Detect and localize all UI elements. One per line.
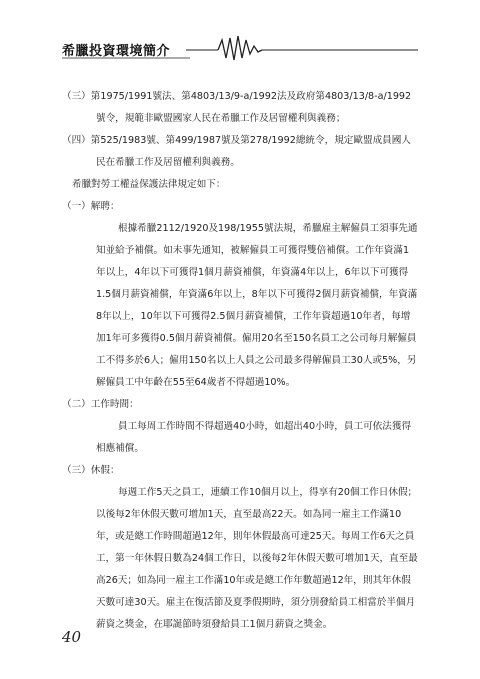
intro-line: 希臘對勞工權益保護法律規定如下：: [72, 179, 226, 190]
section-1-text: 根據希臘2112/1920及198/1955號法規，希臘雇主解僱員工須事先通知並給予補償。如未事先通知，被解僱員工可獲得雙倍補償。工作年資滿1年以上，4年以下可獲得1個月薪資補償，年資滿4年以上，6年以下可獲得1.5個月薪資補償，年資滿6年以上，8年以下可獲得2個月薪資補償，年資滿8年以上，10年以下可獲得2.5個月薪資補償，工作年資超過10年者，每增加1年可多獲得0.5個月薪資補償。僱用20名至150名員工之公司每月解僱員工不得多於6人；僱用150名以上人員之公司最多得解僱員工30人或5%，另解僱員工中年齡在55至64歲者不得超過10%。: [96, 223, 418, 388]
page-header: [0, 0, 480, 70]
item-3-label: （三）: [62, 91, 91, 102]
page-number: 40: [62, 628, 82, 646]
section-2-heading: （二）工作時間：: [62, 399, 139, 410]
item-3-text: 第1975/1991號法、第4803/13/9-a/1992法及政府第4803/13/8-a/1992號令，規範非歐盟國家人民在希臘工作及居留權利與義務；: [90, 91, 412, 124]
header-heartbeat-line: [0, 0, 480, 70]
section-3-heading: （三）休假：: [62, 465, 120, 476]
item-4-text: 第525/1983號、第499/1987號及第278/1992總統令，規定歐盟成員國人民在希臘工作及居留權利與義務。: [90, 135, 411, 168]
section-2-text: 員工每周工作時間不得超過40小時，如超出40小時，員工可依法獲得相應補償。: [96, 421, 412, 454]
section-3-text: 每週工作5天之員工，連續工作10個月以上，得享有20個工作日休假；以後每2年休假天數可增加1天，直至最高22天。如為同一雇主工作滿10年，或是總工作時間超過12年，則年休假最高可達25天。每周工作6天之員工，第一年休假日數為24個工作日，以後每2年休假天數可增加1天，直至最高26天；如為同一雇主工作滿10年或是總工作年數超過12年，則其年休假天數可達30天。雇主在復活節及夏季假期時，須分別發給員工相當於半個月薪資之獎金，在耶誕節時須發給員工1個月薪資之獎金。: [96, 487, 418, 630]
document-body: [62, 86, 418, 636]
header-title: 希臘投資環境簡介: [62, 44, 171, 59]
section-1-heading: （一）解聘：: [62, 201, 120, 212]
item-3-paragraph: [62, 86, 418, 130]
item-4-label: （四）: [62, 135, 91, 146]
item-4-paragraph: [62, 130, 418, 174]
